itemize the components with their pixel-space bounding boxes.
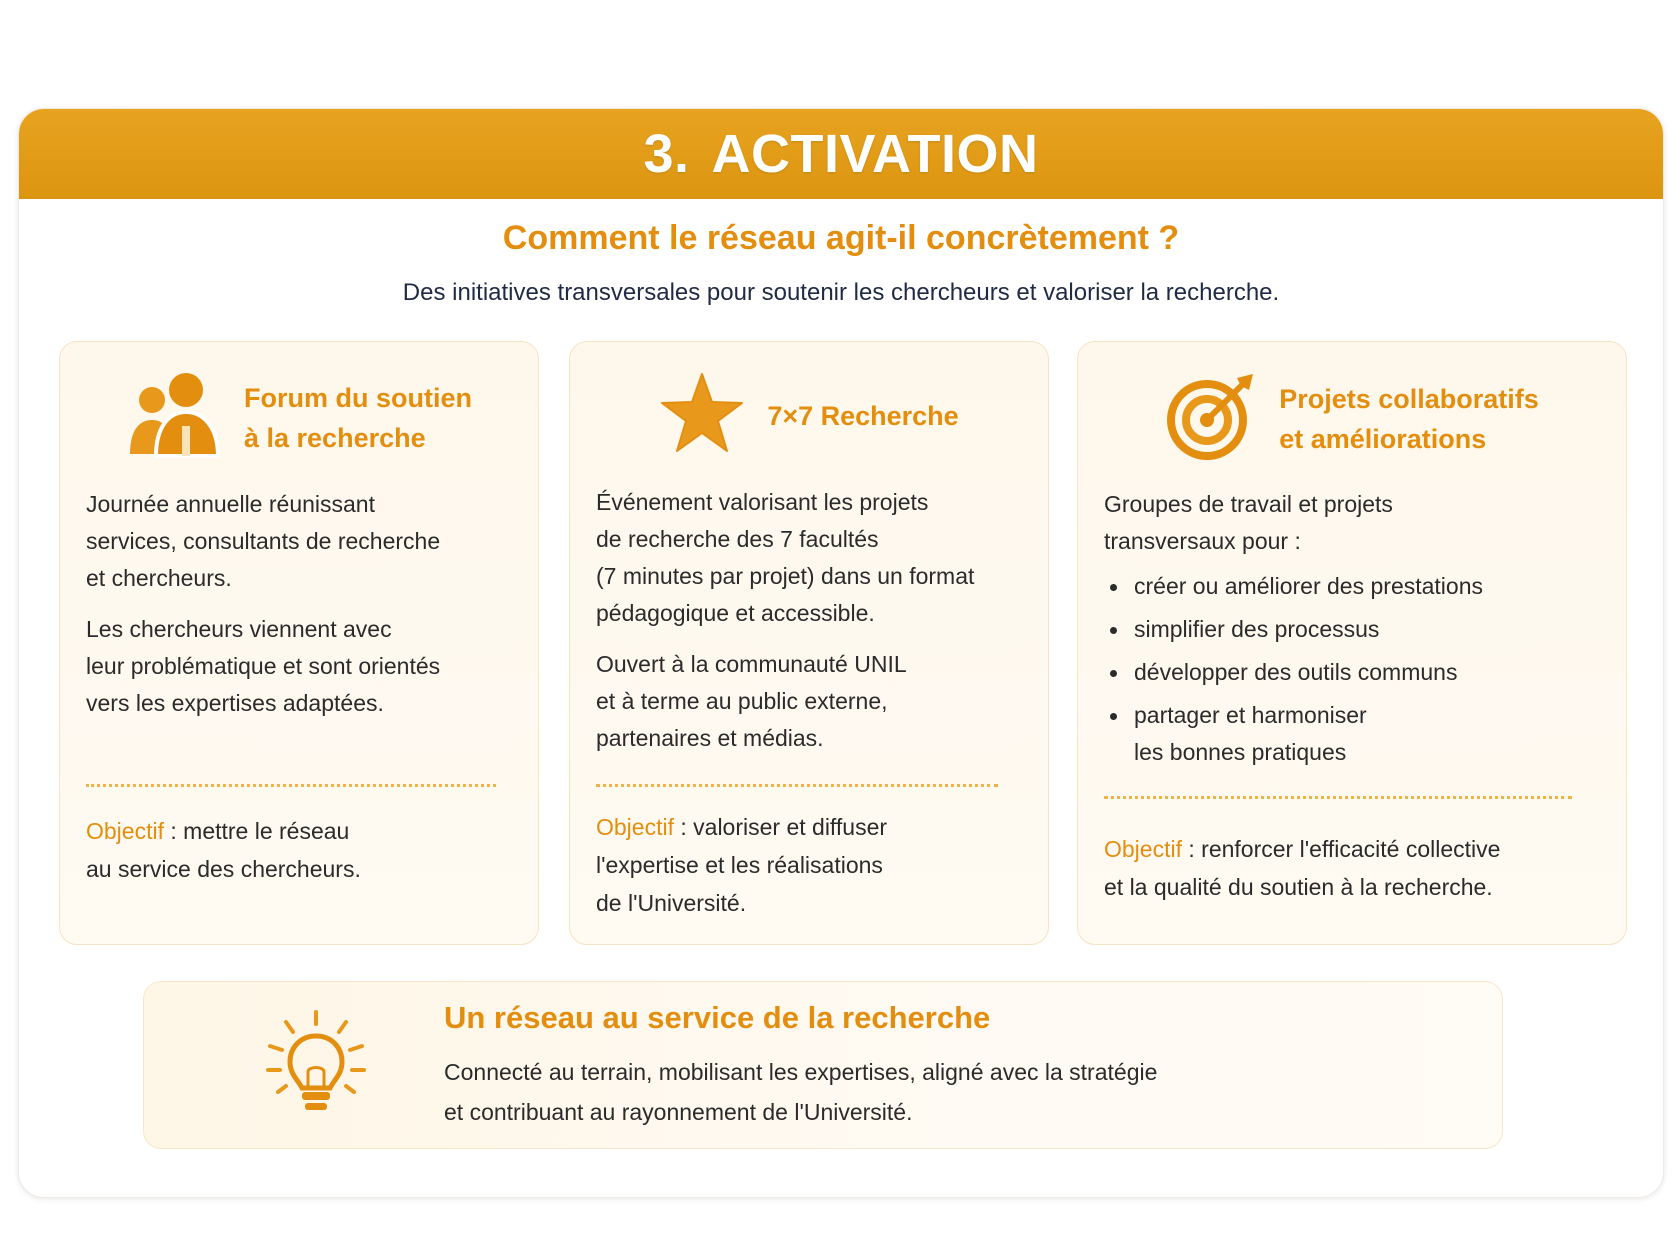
objective-label: Objectif (1104, 836, 1182, 862)
card-title-line: 7×7 Recherche (767, 400, 959, 431)
card-title-line: et améliorations (1279, 423, 1487, 454)
card-title (1279, 379, 1539, 459)
text-line: Les chercheurs viennent avec (86, 616, 392, 642)
text-line: et contribuant au rayonnement de l'Université. (444, 1099, 913, 1125)
objective-text: l'expertise et les réalisations (596, 852, 883, 878)
objective-label: Objectif (596, 814, 674, 840)
section-number: 3. (643, 124, 690, 184)
list-item (1104, 697, 1602, 771)
text-line: leur problématique et sont orientés (86, 653, 441, 679)
card-objective (1104, 830, 1602, 906)
target-icon (1165, 372, 1257, 465)
summary-box (143, 981, 1503, 1149)
section-intro: Des initiatives transversales pour soutenir les chercheurs et valoriser la recherche. (402, 279, 1280, 306)
card-title (244, 378, 472, 458)
summary-text (444, 1052, 1404, 1132)
star-icon (659, 372, 745, 459)
card-title-line: Projets collaboratifs (1279, 383, 1539, 414)
card-projets (1077, 341, 1627, 945)
lightbulb-icon (264, 1008, 368, 1123)
list-item: développer des outils communs (1104, 654, 1602, 691)
card-intro (1104, 486, 1602, 560)
text-line: services, consultants de recherche (86, 528, 441, 554)
text-line: Ouvert à la communauté UNIL (596, 651, 907, 677)
card-paragraph (86, 486, 514, 597)
card-body (86, 486, 514, 736)
card-title (767, 396, 958, 436)
section-question: Comment le réseau agit-il concrètement ? (502, 219, 1180, 257)
objective-text: au service des chercheurs. (86, 856, 361, 882)
text-line: Événement valorisant les projets (596, 489, 929, 515)
text-line: (7 minutes par projet) dans un format (596, 563, 975, 589)
text-line: et à terme au public externe, (596, 688, 888, 714)
bullet-list (1104, 568, 1602, 771)
activation-panel (18, 108, 1664, 1198)
text-line: Connecté au terrain, mobilisant les expertises, aligné avec la stratégie (444, 1059, 1158, 1085)
card-title-line: à la recherche (244, 422, 426, 453)
dotted-divider (1104, 796, 1572, 799)
objective-text: : valoriser et diffuser (673, 814, 888, 840)
section-title (643, 123, 1038, 185)
section-name: ACTIVATION (711, 124, 1039, 184)
text-line: vers les expertises adaptées. (86, 690, 384, 716)
card-7x7 (569, 341, 1049, 945)
dotted-divider (596, 784, 998, 787)
text-line: et chercheurs. (86, 565, 232, 591)
card-paragraph (86, 611, 514, 722)
list-item: simplifier des processus (1104, 611, 1602, 648)
section-banner (19, 109, 1663, 199)
card-title-line: Forum du soutien (244, 382, 472, 413)
text-line: pédagogique et accessible. (596, 600, 875, 626)
card-header (60, 372, 538, 463)
text-line: Groupes de travail et projets (1104, 491, 1393, 517)
text-line: Journée annuelle réunissant (86, 491, 375, 517)
objective-text: de l'Université. (596, 890, 747, 916)
card-objective (596, 808, 1024, 922)
card-header (1078, 372, 1626, 465)
card-forum (59, 341, 539, 945)
text-line: partager et harmoniser (1134, 702, 1367, 728)
objective-label: Objectif (86, 818, 164, 844)
card-body (596, 484, 1024, 771)
card-objective (86, 812, 514, 888)
text-line: partenaires et médias. (596, 725, 824, 751)
card-header (570, 372, 1048, 459)
card-body (1104, 486, 1602, 777)
card-paragraph (596, 484, 1024, 632)
text-line: transversaux pour : (1104, 528, 1301, 554)
text-line: de recherche des 7 facultés (596, 526, 879, 552)
objective-text: : mettre le réseau (163, 818, 350, 844)
summary-title: Un réseau au service de la recherche (444, 1000, 991, 1035)
dotted-divider (86, 784, 496, 787)
text-line: les bonnes pratiques (1134, 739, 1347, 765)
people-icon (126, 372, 222, 463)
objective-text: : renforcer l'efficacité collective (1181, 836, 1501, 862)
card-paragraph (596, 646, 1024, 757)
list-item: créer ou améliorer des prestations (1104, 568, 1602, 605)
objective-text: et la qualité du soutien à la recherche. (1104, 874, 1493, 900)
